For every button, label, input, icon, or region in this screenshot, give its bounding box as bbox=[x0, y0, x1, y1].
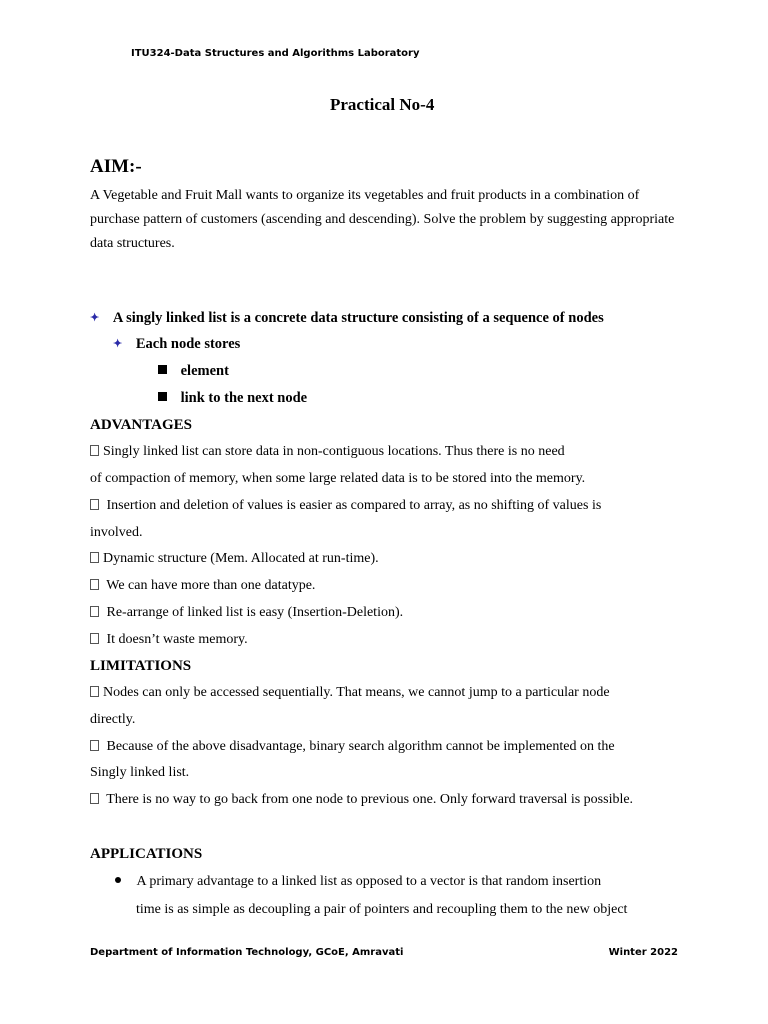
application-item: A primary advantage to a linked list as opposed to a vector is that random insertion bbox=[115, 874, 601, 890]
application-line: time is as simple as decoupling a pair of pointers and recoupling them to the new object bbox=[136, 902, 628, 917]
footer-term: Winter 2022 bbox=[608, 947, 678, 958]
diamond-bullet-icon: ✦ bbox=[90, 312, 100, 324]
limitations-heading: LIMITATIONS bbox=[90, 658, 192, 674]
square-bullet-icon bbox=[158, 392, 167, 401]
advantage-line: It doesn’t waste memory. bbox=[90, 632, 248, 648]
advantage-line: We can have more than one datatype. bbox=[90, 578, 315, 594]
limitation-line: directly. bbox=[90, 712, 136, 727]
square-bullet-icon bbox=[158, 365, 167, 374]
diamond-bullet-icon: ✦ bbox=[113, 338, 123, 350]
applications-heading: APPLICATIONS bbox=[90, 846, 203, 862]
bullet-text: Each node stores bbox=[135, 336, 241, 352]
limitation-line: Nodes can only be accessed sequentially. That means, we cannot jump to a particular node bbox=[90, 685, 610, 701]
missing-glyph-icon bbox=[90, 633, 99, 644]
bullet-text: element bbox=[180, 363, 229, 379]
aim-line: data structures. bbox=[90, 236, 175, 251]
bullet-text: link to the next node bbox=[180, 390, 308, 406]
missing-glyph-icon bbox=[90, 606, 99, 617]
missing-glyph-icon bbox=[90, 686, 99, 697]
aim-line: purchase pattern of customers (ascending and descending). Solve the problem by suggesting appropriate bbox=[90, 212, 675, 227]
aim-line: A Vegetable and Fruit Mall wants to organize its vegetables and fruit products in a combination of bbox=[90, 188, 640, 203]
advantages-heading: ADVANTAGES bbox=[90, 417, 192, 433]
bullet-item bbox=[90, 310, 604, 327]
missing-glyph-icon bbox=[90, 793, 99, 804]
advantage-line: Dynamic structure (Mem. Allocated at run-time). bbox=[90, 551, 379, 567]
limitation-line: Because of the above disadvantage, binary search algorithm cannot be implemented on the bbox=[90, 739, 615, 755]
footer-department: Department of Information Technology, GCoE, Amravati bbox=[90, 947, 404, 958]
advantage-line: involved. bbox=[90, 525, 143, 540]
missing-glyph-icon bbox=[90, 445, 99, 456]
aim-heading: AIM:- bbox=[90, 156, 142, 177]
page-title: Practical No-4 bbox=[330, 95, 435, 114]
missing-glyph-icon bbox=[90, 579, 99, 590]
bullet-item bbox=[158, 390, 307, 407]
bullet-text: A singly linked list is a concrete data structure consisting of a sequence of nodes bbox=[112, 310, 604, 326]
limitation-line: There is no way to go back from one node to previous one. Only forward traversal is possible. bbox=[90, 792, 633, 808]
bullet-item bbox=[113, 336, 240, 353]
advantage-line: Singly linked list can store data in non-contiguous locations. Thus there is no need bbox=[90, 444, 565, 460]
missing-glyph-icon bbox=[90, 740, 99, 751]
dot-bullet-icon bbox=[115, 877, 121, 883]
advantage-line: Re-arrange of linked list is easy (Insertion-Deletion). bbox=[90, 605, 403, 621]
limitation-line: Singly linked list. bbox=[90, 765, 190, 780]
advantage-line: of compaction of memory, when some large related data is to be stored into the memory. bbox=[90, 471, 586, 486]
advantage-line: Insertion and deletion of values is easier as compared to array, as no shifting of values is bbox=[90, 498, 601, 514]
bullet-item bbox=[158, 363, 229, 380]
page-header: ITU324-Data Structures and Algorithms Laboratory bbox=[131, 48, 420, 59]
missing-glyph-icon bbox=[90, 552, 99, 563]
missing-glyph-icon bbox=[90, 499, 99, 510]
